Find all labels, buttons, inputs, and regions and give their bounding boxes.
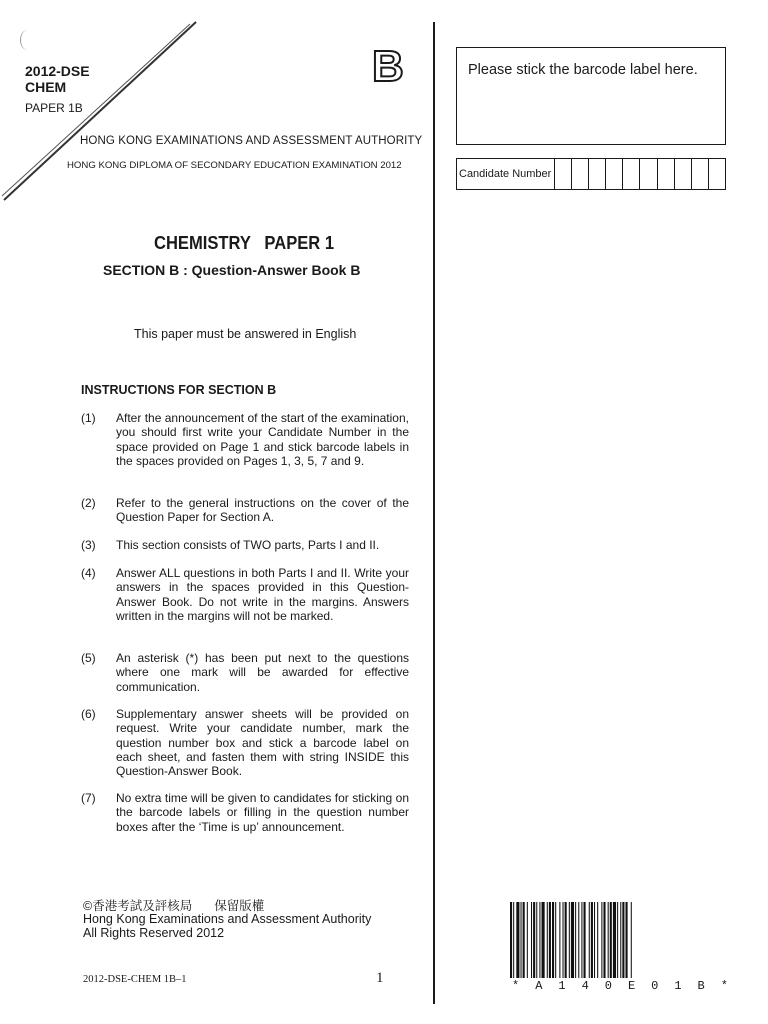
candidate-digit-cell xyxy=(623,159,640,189)
section-subtitle: SECTION B : Question-Answer Book B xyxy=(103,262,361,278)
barcode-text xyxy=(512,979,728,993)
barcode-label-box xyxy=(456,47,726,145)
copyright-rights: All Rights Reserved 2012 xyxy=(83,926,225,940)
candidate-digit-cell xyxy=(589,159,606,189)
instruction-item: (4) Answer ALL questions in both Parts I and II. Write your answers in the spaces provided in this Question-Answer Book. Do not write in the margins. Answers written in the margins will not be marked. xyxy=(81,566,409,623)
instruction-item: (2) Refer to the general instructions on the cover of the Question Paper for Section A. xyxy=(81,496,409,525)
barcode-char: 0 xyxy=(651,979,659,993)
copyright-authority: Hong Kong Examinations and Assessment Authority xyxy=(83,912,372,926)
barcode-char: * xyxy=(512,979,520,993)
instruction-item: (5) An asterisk (*) has been put next to the questions where one mark will be awarded for effective communication. xyxy=(81,651,409,694)
book-letter: B xyxy=(372,42,404,91)
barcode-char: E xyxy=(627,979,636,993)
paper-title: CHEMISTRY PAPER 1 xyxy=(154,233,335,253)
instruction-item: (3) This section consists of TWO parts, Parts I and II. xyxy=(81,538,380,552)
paper-code: PAPER 1B xyxy=(25,101,83,115)
candidate-digit-cell xyxy=(709,159,725,189)
footer-code: 2012-DSE-CHEM 1B–1 xyxy=(83,974,187,985)
copyright-chinese: ©香港考試及評核局 保留版權 xyxy=(83,899,265,913)
instruction-item: (7) No extra time will be given to candidates for sticking on the barcode labels or filling in the question number boxes after the ‘Time is up’ announcement. xyxy=(81,791,409,834)
barcode-char: B xyxy=(697,979,705,993)
page-number: 1 xyxy=(376,970,384,986)
barcode-icon xyxy=(510,902,728,980)
barcode-char: * xyxy=(720,979,728,993)
candidate-number-box xyxy=(456,158,726,190)
candidate-digit-cell xyxy=(675,159,692,189)
candidate-number-label: Candidate Number xyxy=(457,159,555,189)
candidate-digit-cell xyxy=(572,159,589,189)
instructions-heading: INSTRUCTIONS FOR SECTION B xyxy=(81,383,277,397)
candidate-digit-cell xyxy=(658,159,675,189)
barcode-char: 4 xyxy=(581,979,589,993)
language-note: This paper must be answered in English xyxy=(134,327,357,341)
candidate-digit-cell xyxy=(606,159,623,189)
candidate-digit-cell xyxy=(555,159,572,189)
instruction-item: (1) After the announcement of the start of the examination, you should first write your Candidate Number in the space provided on Page 1 and stick barcode labels in the spaces provided on Pages 1, 3, 5, 7 and 9. xyxy=(81,411,409,468)
barcode-char: 1 xyxy=(674,979,682,993)
candidate-digit-cell xyxy=(692,159,709,189)
authority-name: HONG KONG EXAMINATIONS AND ASSESSMENT AUTHORITY xyxy=(80,135,423,147)
candidate-digit-cell xyxy=(640,159,657,189)
exam-code: 2012-DSE CHEM xyxy=(25,63,90,95)
barcode-char: A xyxy=(535,979,543,993)
barcode-box-label: Please stick the barcode label here. xyxy=(468,62,698,78)
instruction-item: (6) Supplementary answer sheets will be provided on request. Write your candidate number, mark the question number box and stick a barcode label on each sheet, and fasten them with string INSIDE this Question-Answer Book. xyxy=(81,707,409,779)
vertical-divider xyxy=(433,22,435,1004)
barcode-char: 1 xyxy=(558,979,566,993)
exam-name: HONG KONG DIPLOMA OF SECONDARY EDUCATION EXAMINATION 2012 xyxy=(67,160,402,171)
barcode-char: 0 xyxy=(604,979,612,993)
